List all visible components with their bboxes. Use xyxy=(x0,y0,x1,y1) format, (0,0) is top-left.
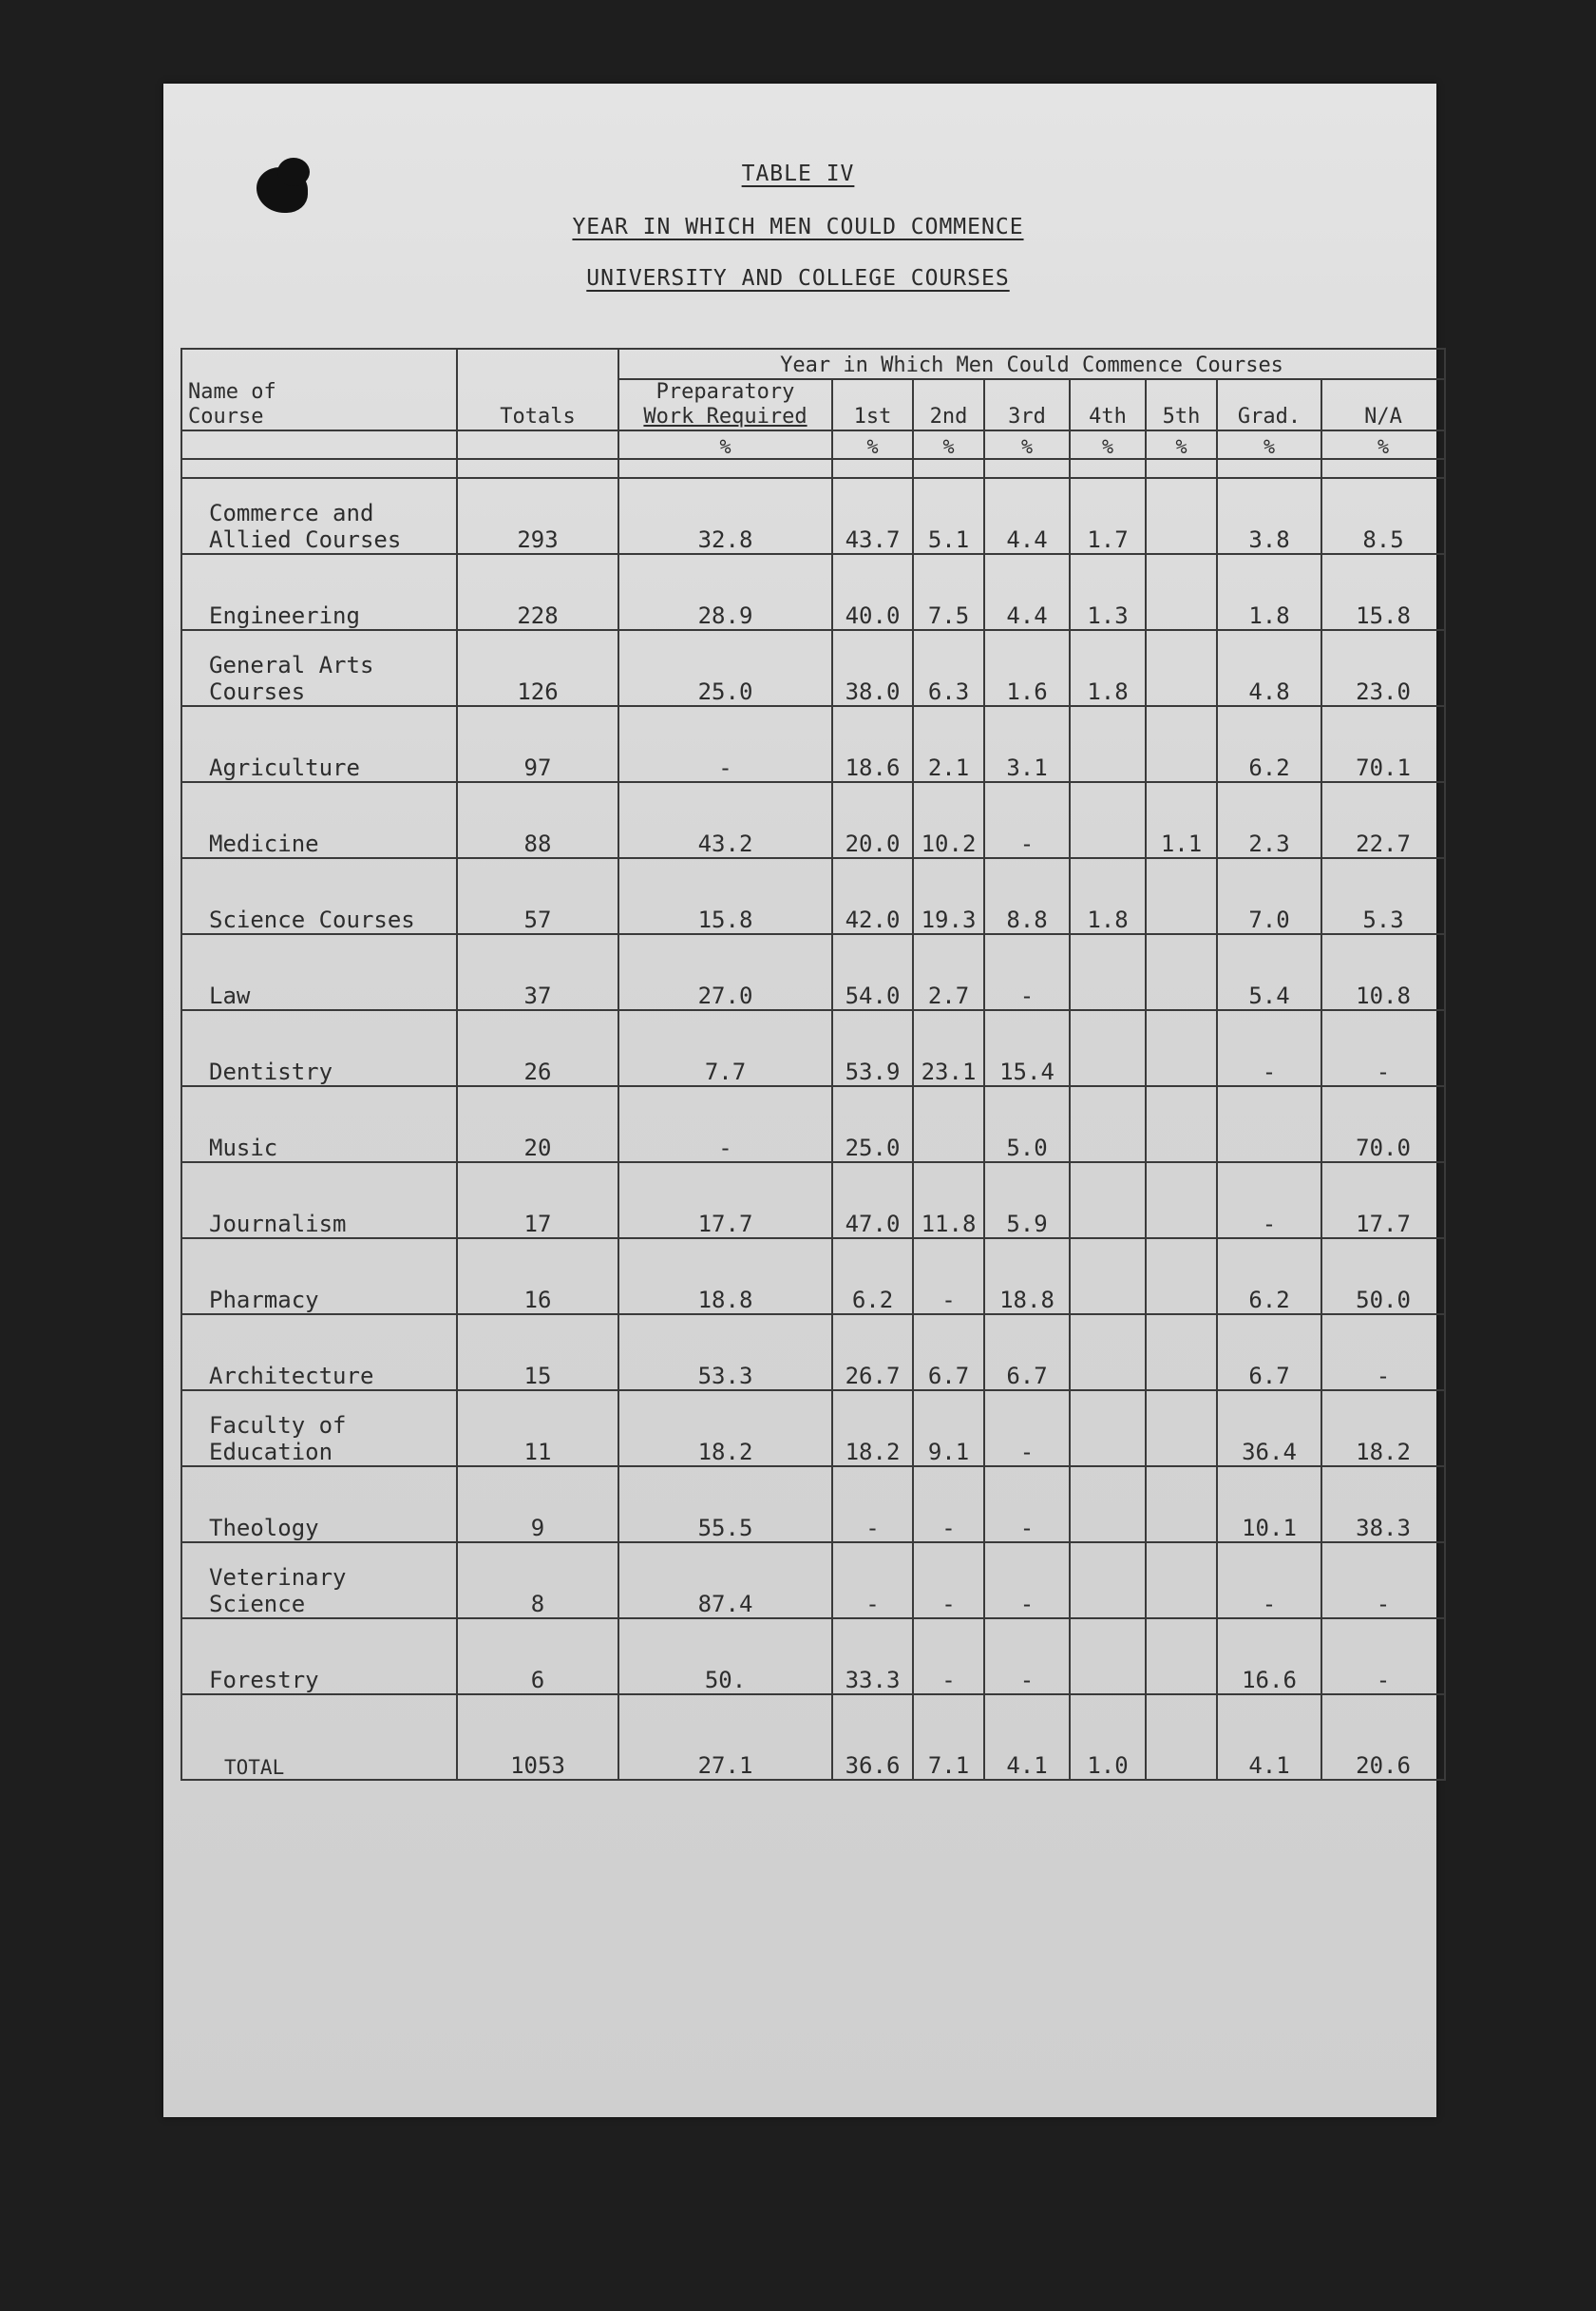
cell-4th xyxy=(1070,1466,1146,1542)
cell-prep: 87.4 xyxy=(618,1542,832,1618)
cell-grad: 4.8 xyxy=(1217,630,1321,706)
cell-prep: 27.0 xyxy=(618,934,832,1010)
cell-5th xyxy=(1146,1086,1217,1162)
table-subtitle-line2: UNIVERSITY AND COLLEGE COURSES xyxy=(586,266,1010,291)
cell-4th xyxy=(1070,1238,1146,1314)
cell-2nd: 11.8 xyxy=(913,1162,984,1238)
cell-count: 293 xyxy=(457,478,618,554)
cell-4th xyxy=(1070,1314,1146,1390)
cell-5th xyxy=(1146,1314,1217,1390)
cell-count: 126 xyxy=(457,630,618,706)
cell-5th xyxy=(1146,706,1217,782)
cell-4th xyxy=(1070,1086,1146,1162)
pct-1st: % xyxy=(832,430,913,459)
cell-3rd: 15.4 xyxy=(984,1010,1070,1086)
cell-count: 15 xyxy=(457,1314,618,1390)
cell-prep: - xyxy=(618,706,832,782)
cell-grad: 1.8 xyxy=(1217,554,1321,630)
cell-count: 97 xyxy=(457,706,618,782)
cell-5th xyxy=(1146,1466,1217,1542)
table-row xyxy=(181,858,1445,934)
cell-na: 10.8 xyxy=(1321,934,1445,1010)
cell-1st: 18.6 xyxy=(832,706,913,782)
cell-grad: 10.1 xyxy=(1217,1466,1321,1542)
cell-4th xyxy=(1070,782,1146,858)
cell-2nd: 6.3 xyxy=(913,630,984,706)
total-row xyxy=(181,1694,1445,1780)
cell-4th: 1.7 xyxy=(1070,478,1146,554)
total-1st: 36.6 xyxy=(832,1694,913,1780)
cell-1st: 40.0 xyxy=(832,554,913,630)
cell-na: 17.7 xyxy=(1321,1162,1445,1238)
table-row xyxy=(181,630,1445,706)
cell-count: 11 xyxy=(457,1390,618,1466)
course-name: Journalism xyxy=(181,1162,457,1238)
cell-na: 8.5 xyxy=(1321,478,1445,554)
total-prep: 27.1 xyxy=(618,1694,832,1780)
cell-3rd: 6.7 xyxy=(984,1314,1070,1390)
cell-4th xyxy=(1070,1390,1146,1466)
cell-2nd: 19.3 xyxy=(913,858,984,934)
course-name: Law xyxy=(181,934,457,1010)
table-row xyxy=(181,782,1445,858)
cell-4th: 1.8 xyxy=(1070,858,1146,934)
header-course: Name of Course xyxy=(181,349,457,430)
total-count: 1053 xyxy=(457,1694,618,1780)
header-na: N/A xyxy=(1321,379,1445,430)
cell-3rd: - xyxy=(984,934,1070,1010)
header-4th: 4th xyxy=(1070,379,1146,430)
cell-4th xyxy=(1070,1542,1146,1618)
cell-2nd: 6.7 xyxy=(913,1314,984,1390)
cell-5th xyxy=(1146,858,1217,934)
cell-grad: 5.4 xyxy=(1217,934,1321,1010)
table-row xyxy=(181,1314,1445,1390)
cell-1st: 47.0 xyxy=(832,1162,913,1238)
cell-2nd: 2.1 xyxy=(913,706,984,782)
cell-grad: 6.2 xyxy=(1217,706,1321,782)
cell-prep: 53.3 xyxy=(618,1314,832,1390)
cell-2nd: 10.2 xyxy=(913,782,984,858)
course-name: Forestry xyxy=(181,1618,457,1694)
cell-1st: 43.7 xyxy=(832,478,913,554)
cell-grad: - xyxy=(1217,1010,1321,1086)
cell-5th: 1.1 xyxy=(1146,782,1217,858)
cell-na: 38.3 xyxy=(1321,1466,1445,1542)
table-row xyxy=(181,706,1445,782)
cell-grad: 2.3 xyxy=(1217,782,1321,858)
cell-prep: 50. xyxy=(618,1618,832,1694)
course-name: Music xyxy=(181,1086,457,1162)
cell-4th xyxy=(1070,934,1146,1010)
total-4th: 1.0 xyxy=(1070,1694,1146,1780)
cell-grad: 16.6 xyxy=(1217,1618,1321,1694)
cell-count: 57 xyxy=(457,858,618,934)
course-name: Veterinary Science xyxy=(181,1542,457,1618)
total-5th xyxy=(1146,1694,1217,1780)
course-name: Engineering xyxy=(181,554,457,630)
header-3rd: 3rd xyxy=(984,379,1070,430)
cell-na: 70.1 xyxy=(1321,706,1445,782)
cell-na: 50.0 xyxy=(1321,1238,1445,1314)
cell-prep: 17.7 xyxy=(618,1162,832,1238)
cell-2nd: 9.1 xyxy=(913,1390,984,1466)
course-name: Agriculture xyxy=(181,706,457,782)
cell-prep: 18.8 xyxy=(618,1238,832,1314)
cell-1st: - xyxy=(832,1542,913,1618)
cell-3rd: 18.8 xyxy=(984,1238,1070,1314)
cell-count: 88 xyxy=(457,782,618,858)
table-row xyxy=(181,1086,1445,1162)
cell-4th xyxy=(1070,1010,1146,1086)
cell-1st: 33.3 xyxy=(832,1618,913,1694)
cell-prep: 43.2 xyxy=(618,782,832,858)
table-row xyxy=(181,1390,1445,1466)
cell-1st: 42.0 xyxy=(832,858,913,934)
percent-unit-row xyxy=(181,430,1445,459)
cell-prep: 28.9 xyxy=(618,554,832,630)
cell-count: 26 xyxy=(457,1010,618,1086)
cell-3rd: 5.0 xyxy=(984,1086,1070,1162)
cell-5th xyxy=(1146,554,1217,630)
cell-na: 23.0 xyxy=(1321,630,1445,706)
cell-2nd xyxy=(913,1086,984,1162)
cell-3rd: 4.4 xyxy=(984,554,1070,630)
cell-prep: 7.7 xyxy=(618,1010,832,1086)
course-name: Pharmacy xyxy=(181,1238,457,1314)
pct-grad: % xyxy=(1217,430,1321,459)
cell-grad: - xyxy=(1217,1542,1321,1618)
cell-3rd: - xyxy=(984,1542,1070,1618)
cell-1st: 18.2 xyxy=(832,1390,913,1466)
cell-4th: 1.8 xyxy=(1070,630,1146,706)
cell-5th xyxy=(1146,934,1217,1010)
cell-count: 16 xyxy=(457,1238,618,1314)
course-name: Science Courses xyxy=(181,858,457,934)
cell-3rd: - xyxy=(984,1390,1070,1466)
table-row xyxy=(181,1162,1445,1238)
cell-5th xyxy=(1146,1238,1217,1314)
cell-4th xyxy=(1070,1618,1146,1694)
cell-na: 22.7 xyxy=(1321,782,1445,858)
pct-4th: % xyxy=(1070,430,1146,459)
cell-2nd: - xyxy=(913,1238,984,1314)
cell-2nd: 5.1 xyxy=(913,478,984,554)
table-row xyxy=(181,1010,1445,1086)
course-name: Dentistry xyxy=(181,1010,457,1086)
cell-5th xyxy=(1146,1162,1217,1238)
cell-1st: 53.9 xyxy=(832,1010,913,1086)
table-row xyxy=(181,1466,1445,1542)
table-title: TABLE IV xyxy=(741,162,855,186)
table-row xyxy=(181,1618,1445,1694)
cell-5th xyxy=(1146,630,1217,706)
cell-1st: 38.0 xyxy=(832,630,913,706)
cell-na: - xyxy=(1321,1618,1445,1694)
cell-4th: 1.3 xyxy=(1070,554,1146,630)
cell-1st: - xyxy=(832,1466,913,1542)
cell-na: 70.0 xyxy=(1321,1086,1445,1162)
cell-2nd: - xyxy=(913,1466,984,1542)
course-name: Architecture xyxy=(181,1314,457,1390)
cell-grad: 7.0 xyxy=(1217,858,1321,934)
cell-na: 15.8 xyxy=(1321,554,1445,630)
cell-3rd: - xyxy=(984,782,1070,858)
pct-prep: % xyxy=(618,430,832,459)
table-row xyxy=(181,934,1445,1010)
course-name: Medicine xyxy=(181,782,457,858)
pct-5th: % xyxy=(1146,430,1217,459)
cell-1st: 54.0 xyxy=(832,934,913,1010)
cell-3rd: - xyxy=(984,1618,1070,1694)
cell-prep: 15.8 xyxy=(618,858,832,934)
cell-grad: 6.7 xyxy=(1217,1314,1321,1390)
total-grad: 4.1 xyxy=(1217,1694,1321,1780)
table-row xyxy=(181,478,1445,554)
cell-grad: 3.8 xyxy=(1217,478,1321,554)
cell-5th xyxy=(1146,478,1217,554)
pct-2nd: % xyxy=(913,430,984,459)
table-row xyxy=(181,554,1445,630)
cell-grad: 36.4 xyxy=(1217,1390,1321,1466)
header-totals: Totals xyxy=(457,349,618,430)
course-name: Theology xyxy=(181,1466,457,1542)
course-name: General Arts Courses xyxy=(181,630,457,706)
cell-prep: 32.8 xyxy=(618,478,832,554)
cell-3rd: 5.9 xyxy=(984,1162,1070,1238)
cell-count: 37 xyxy=(457,934,618,1010)
total-label: TOTAL xyxy=(181,1694,457,1780)
cell-count: 9 xyxy=(457,1466,618,1542)
total-na: 20.6 xyxy=(1321,1694,1445,1780)
header-grad: Grad. xyxy=(1217,379,1321,430)
cell-3rd: 3.1 xyxy=(984,706,1070,782)
cell-grad: 6.2 xyxy=(1217,1238,1321,1314)
cell-prep: 25.0 xyxy=(618,630,832,706)
cell-count: 8 xyxy=(457,1542,618,1618)
cell-5th xyxy=(1146,1542,1217,1618)
cell-4th xyxy=(1070,1162,1146,1238)
cell-na: - xyxy=(1321,1542,1445,1618)
cell-2nd: - xyxy=(913,1618,984,1694)
cell-grad: - xyxy=(1217,1162,1321,1238)
cell-count: 228 xyxy=(457,554,618,630)
table-row xyxy=(181,1542,1445,1618)
cell-1st: 20.0 xyxy=(832,782,913,858)
cell-count: 17 xyxy=(457,1162,618,1238)
cell-na: - xyxy=(1321,1010,1445,1086)
cell-grad xyxy=(1217,1086,1321,1162)
cell-3rd: 1.6 xyxy=(984,630,1070,706)
cell-count: 6 xyxy=(457,1618,618,1694)
cell-5th xyxy=(1146,1010,1217,1086)
header-2nd: 2nd xyxy=(913,379,984,430)
course-name: Commerce and Allied Courses xyxy=(181,478,457,554)
cell-prep: 18.2 xyxy=(618,1390,832,1466)
table-subtitle-line1: YEAR IN WHICH MEN COULD COMMENCE xyxy=(572,215,1024,239)
header-preparatory: Preparatory Work Required xyxy=(618,379,832,430)
course-name: Faculty of Education xyxy=(181,1390,457,1466)
cell-1st: 25.0 xyxy=(832,1086,913,1162)
cell-prep: 55.5 xyxy=(618,1466,832,1542)
cell-3rd: 4.4 xyxy=(984,478,1070,554)
cell-na: 5.3 xyxy=(1321,858,1445,934)
header-5th: 5th xyxy=(1146,379,1217,430)
cell-2nd: - xyxy=(913,1542,984,1618)
header-1st: 1st xyxy=(832,379,913,430)
cell-4th xyxy=(1070,706,1146,782)
header-year-group: Year in Which Men Could Commence Courses xyxy=(618,349,1445,379)
cell-2nd: 7.5 xyxy=(913,554,984,630)
course-table xyxy=(180,348,1446,1781)
cell-3rd: - xyxy=(984,1466,1070,1542)
table-row xyxy=(181,1238,1445,1314)
pct-na: % xyxy=(1321,430,1445,459)
cell-na: 18.2 xyxy=(1321,1390,1445,1466)
cell-5th xyxy=(1146,1390,1217,1466)
cell-prep: - xyxy=(618,1086,832,1162)
cell-3rd: 8.8 xyxy=(984,858,1070,934)
total-3rd: 4.1 xyxy=(984,1694,1070,1780)
cell-2nd: 23.1 xyxy=(913,1010,984,1086)
cell-na: - xyxy=(1321,1314,1445,1390)
cell-1st: 6.2 xyxy=(832,1238,913,1314)
cell-2nd: 2.7 xyxy=(913,934,984,1010)
cell-5th xyxy=(1146,1618,1217,1694)
total-2nd: 7.1 xyxy=(913,1694,984,1780)
cell-count: 20 xyxy=(457,1086,618,1162)
pct-3rd: % xyxy=(984,430,1070,459)
cell-1st: 26.7 xyxy=(832,1314,913,1390)
